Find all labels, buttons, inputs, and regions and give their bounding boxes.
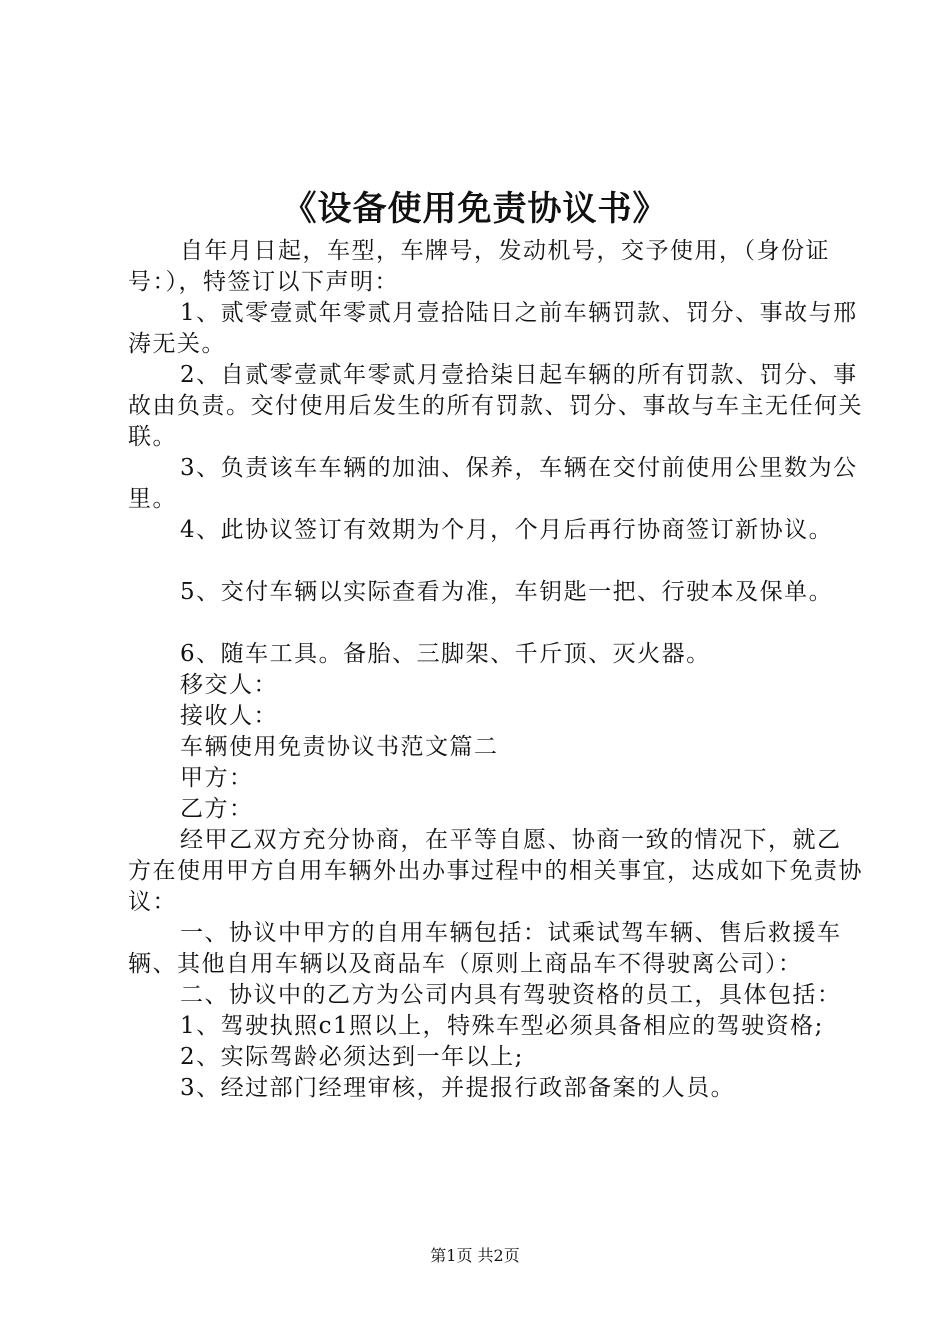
paragraph-clause-two: 二、协议中的乙方为公司内具有驾驶资格的员工，具体包括： <box>180 982 842 1008</box>
paragraph-clause-one: 一、协议中甲方的自用车辆包括：试乘试驾车辆、售后救援车辆、其他自用车辆以及商品车（原则上商品车不得驶离公司）： <box>128 920 842 977</box>
page-indicator: 第1页 共2页 <box>430 1246 520 1265</box>
paragraph-sub-3: 3、经过部门经理审核，并提报行政部备案的人员。 <box>180 1075 736 1101</box>
document-title: 《设备使用免责协议书》 <box>282 189 668 229</box>
paragraph-item-1: 1、贰零壹贰年零贰月壹拾陆日之前车辆罚款、罚分、事故与邢涛无关。 <box>128 300 858 357</box>
receiver-label: 接收人： <box>180 703 278 729</box>
paragraph-item-4: 4、此协议签订有效期为个月，个月后再行协商签订新协议。 <box>180 517 834 543</box>
paragraph-sub-1: 1、驾驶执照c1照以上，特殊车型必须具备相应的驾驶资格; <box>180 1013 824 1039</box>
paragraph-agreement-intro: 经甲乙双方充分协商，在平等自愿、协商一致的情况下，就乙方在使用甲方自用车辆外出办事过程中的相关事宜，达成如下免责协议： <box>128 827 863 915</box>
party-a-label: 甲方： <box>180 765 254 791</box>
paragraph-item-3: 3、负责该车车辆的加油、保养，车辆在交付前使用公里数为公里。 <box>128 455 858 512</box>
document-body <box>128 236 863 1104</box>
paragraph-item-2: 2、自贰零壹贰年零贰月壹拾柒日起车辆的所有罚款、罚分、事故由负责。交付使用后发生的所有罚款、罚分、事故与车主无任何关联。 <box>128 362 863 450</box>
section-heading-part-two: 车辆使用免责协议书范文篇二 <box>180 734 499 760</box>
paragraph-sub-2: 2、实际驾龄必须达到一年以上; <box>180 1044 524 1070</box>
paragraph-item-5: 5、交付车辆以实际查看为准，车钥匙一把、行驶本及保单。 <box>180 579 834 605</box>
transferor-label: 移交人： <box>180 672 278 698</box>
paragraph-item-6: 6、随车工具。备胎、三脚架、千斤顶、灭火器。 <box>180 641 711 667</box>
party-b-label: 乙方： <box>180 796 254 822</box>
paragraph-intro: 自年月日起，车型，车牌号，发动机号，交予使用，（身份证号：），特签订以下声明： <box>128 238 830 295</box>
